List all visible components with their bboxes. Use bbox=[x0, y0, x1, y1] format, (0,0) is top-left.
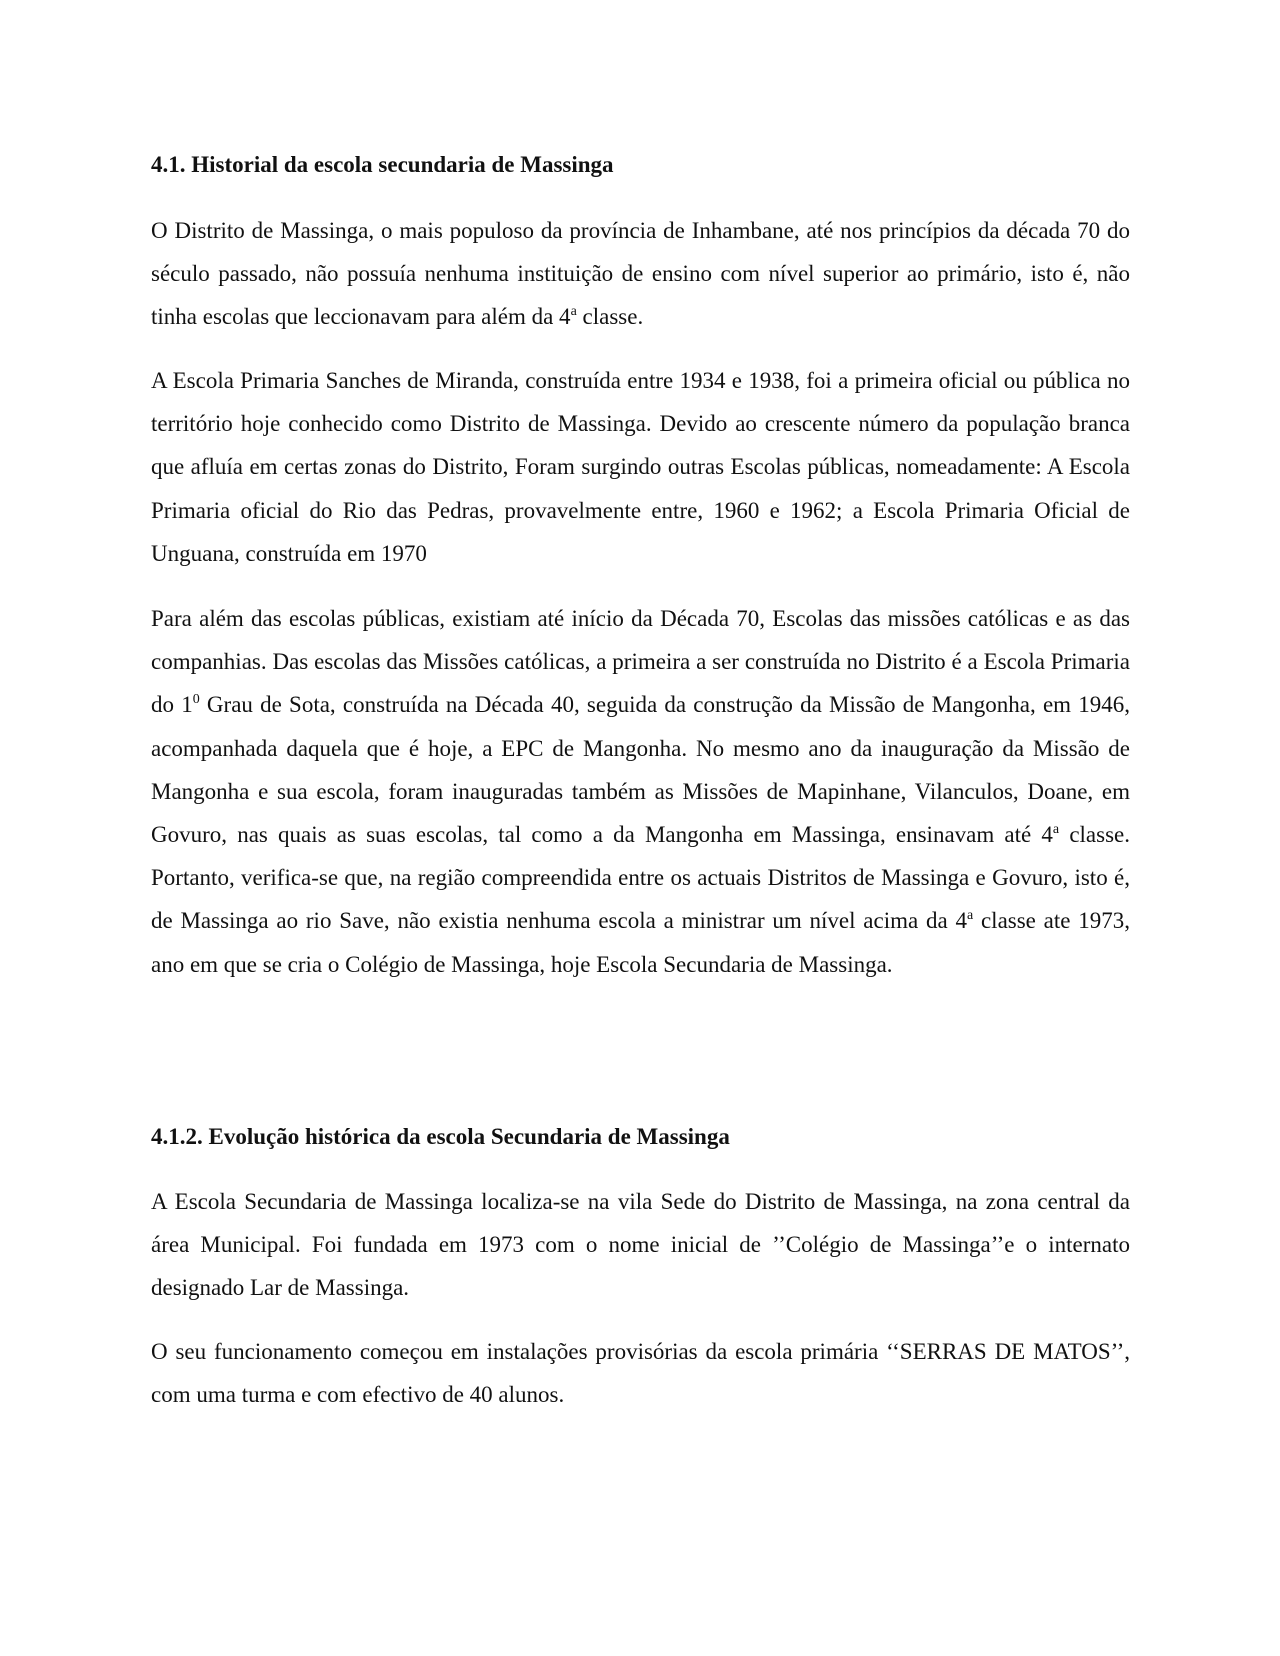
superscript: a bbox=[966, 908, 974, 924]
superscript: a bbox=[1052, 822, 1060, 838]
section-heading-historial: 4.1. Historial da escola secundaria de Massinga bbox=[151, 152, 614, 177]
paragraph-missoes bbox=[151, 597, 1130, 986]
paragraph-funcionamento: O seu funcionamento começou em instalações provisórias da escola primária ‘‘SERRAS DE MATOS’’, com uma turma e com efectivo de 40 alunos. bbox=[151, 1339, 1130, 1408]
paragraph-text: classe ate 1973, ano em que se cria o Colégio de Massinga, hoje Escola Secundaria de Massinga. bbox=[151, 908, 1131, 977]
section-heading-evolucao: 4.1.2. Evolução histórica da escola Secundaria de Massinga bbox=[151, 1124, 730, 1149]
document-page bbox=[151, 0, 1130, 1656]
paragraph-distrito bbox=[151, 209, 1130, 339]
paragraph-text: Grau de Sota, construída na Década 40, seguida da construção da Missão de Mangonha, em 1946, acompanhada daquela que é hoje, a EPC de Mangonha. No mesmo ano da inauguração da Missão de Mangonha e sua escola, foram inauguradas também as Missões de Mapinhane, Vilanculos, Doane, em Govuro, nas quais as suas escolas, tal como a da Mangonha em Massinga, ensinavam até 4 bbox=[151, 692, 1131, 848]
paragraph-text: O Distrito de Massinga, o mais populoso da província de Inhambane, até nos princípios da década 70 do século passado, não possuía nenhuma instituição de ensino com nível superior ao primário, isto é, não tinha escolas que leccionavam para além da 4 bbox=[151, 218, 1130, 330]
paragraph-escola-primaria: A Escola Primaria Sanches de Miranda, construída entre 1934 e 1938, foi a primeira oficial ou pública no território hoje conhecido como Distrito de Massinga. Devido ao crescente número da população branca que afluía em certas zonas do Distrito, Foram surgindo outras Escolas públicas, nomeadamente: A Escola Primaria oficial do Rio das Pedras, provavelmente entre, 1960 e 1962; a Escola Primaria Oficial de Unguana, construída em 1970 bbox=[151, 368, 1130, 566]
paragraph-text: classe. bbox=[576, 304, 644, 330]
paragraph-localizacao: A Escola Secundaria de Massinga localiza-se na vila Sede do Distrito de Massinga, na zona central da área Municipal. Foi fundada em 1973 com o nome inicial de ’’Colégio de Massinga’’e o internato designado Lar de Massinga. bbox=[151, 1189, 1130, 1301]
superscript: a bbox=[570, 304, 577, 320]
paragraph-text: classe. Portanto, verifica-se que, na região compreendida entre os actuais Distritos de Massinga e Govuro, isto é, de Massinga ao rio Save, não existia nenhuma escola a ministrar um nível acima da 4 bbox=[151, 822, 1130, 934]
superscript: 0 bbox=[192, 692, 200, 708]
paragraph-text: Para além das escolas públicas, existiam até início da Década 70, Escolas das missões católicas e as das companhias. Das escolas das Missões católicas, a primeira a ser construída no Distrito é a Escola Primaria do 1 bbox=[151, 606, 1130, 718]
